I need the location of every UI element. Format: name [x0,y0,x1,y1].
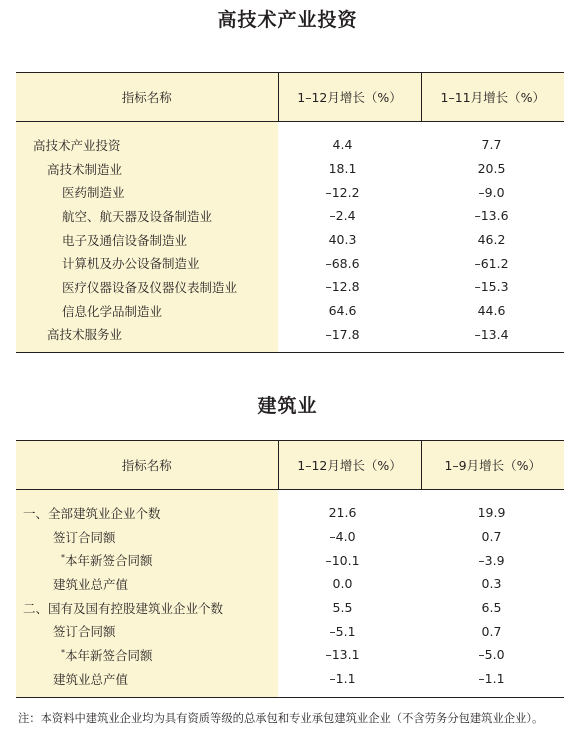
row-label-text: 本年新签合同额 [65,647,153,663]
row-label: 二、国有及国有控股建筑业企业个数 [16,596,278,620]
value-1-12: 5.5 [332,600,353,616]
value-1-11: –13.4 [474,326,509,342]
table-row [16,251,564,275]
value-1-12: –1.1 [329,671,356,687]
row-label [16,548,278,572]
table-row [16,643,564,667]
value-1-12: 18.1 [328,161,357,177]
value-1-12: 40.3 [328,232,357,248]
table-row [16,323,564,347]
value-1-9: 6.5 [481,600,502,616]
table-header-row [16,441,564,490]
value-1-11: –9.0 [478,184,505,200]
header-growth-1-11: 1–11月增长（%） [421,73,564,122]
value-1-12: –13.1 [325,647,360,663]
table-row [16,596,564,620]
row-label: 一、全部建筑业企业个数 [16,501,278,525]
table-row [16,572,564,596]
value-1-12: –5.1 [329,623,356,639]
row-label: 建筑业总产值 [16,572,278,596]
table-row [16,548,564,572]
value-1-12: 0.0 [332,576,353,592]
footnote-star: * [61,553,65,563]
table-row [16,501,564,525]
value-1-9: 0.7 [481,623,502,639]
value-1-12: –17.8 [325,326,360,342]
table-row [16,275,564,299]
value-1-11: –13.6 [474,208,509,224]
table-row [16,619,564,643]
table-row [16,525,564,549]
row-label: 高技术服务业 [16,323,278,347]
value-1-12: –12.8 [325,279,360,295]
row-label: 签订合同额 [16,619,278,643]
row-label: 医药制造业 [16,180,278,204]
header-indicator-name: 指标名称 [16,441,278,490]
value-1-9: –3.9 [478,552,505,568]
header-growth-1-12: 1–12月增长（%） [278,73,421,122]
row-label [16,643,278,667]
value-1-12: –4.0 [329,529,356,545]
value-1-12: 4.4 [332,137,353,153]
value-1-12: 64.6 [328,303,357,319]
value-1-9: 0.3 [481,576,502,592]
value-1-11: 46.2 [477,232,506,248]
value-1-9: –1.1 [478,671,505,687]
row-label: 高技术制造业 [16,157,278,181]
value-1-12: –2.4 [329,208,356,224]
table-row [16,204,564,228]
high-tech-investment-table [16,72,564,353]
value-1-9: –5.0 [478,647,505,663]
section-title-construction: 建筑业 [257,395,318,417]
table-row [16,228,564,252]
value-1-11: 20.5 [477,161,506,177]
table-header-row [16,73,564,122]
table-row [16,133,564,157]
row-label: 信息化学品制造业 [16,299,278,323]
row-label-text: 本年新签合同额 [65,553,153,569]
value-1-11: –61.2 [474,255,509,271]
header-growth-1-9: 1–9月增长（%） [421,441,564,490]
row-label: 计算机及办公设备制造业 [16,251,278,275]
header-indicator-name: 指标名称 [16,73,278,122]
row-label: 签订合同额 [16,525,278,549]
row-label: 医疗仪器设备及仪器仪表制造业 [16,275,278,299]
value-1-12: –68.6 [325,255,360,271]
footnote-star: * [61,647,65,657]
value-1-11: 7.7 [481,137,502,153]
table-row [16,667,564,691]
value-1-11: –15.3 [474,279,509,295]
table-row [16,299,564,323]
section-title-high-tech: 高技术产业投资 [217,9,358,31]
row-label: 高技术产业投资 [16,133,278,157]
value-1-9: 19.9 [477,505,506,521]
value-1-9: 0.7 [481,529,502,545]
header-growth-1-12: 1–12月增长（%） [278,441,421,490]
construction-table [16,440,564,698]
value-1-12: –10.1 [325,552,360,568]
footnote: 注：本资料中建筑业企业均为具有资质等级的总承包和专业承包建筑业企业（不含劳务分包建筑业企业）。 [18,712,544,725]
table-row [16,157,564,181]
value-1-11: 44.6 [477,303,506,319]
row-label: 航空、航天器及设备制造业 [16,204,278,228]
value-1-12: 21.6 [328,505,357,521]
table-row [16,180,564,204]
value-1-12: –12.2 [325,184,360,200]
row-label: 建筑业总产值 [16,667,278,691]
row-label: 电子及通信设备制造业 [16,228,278,252]
